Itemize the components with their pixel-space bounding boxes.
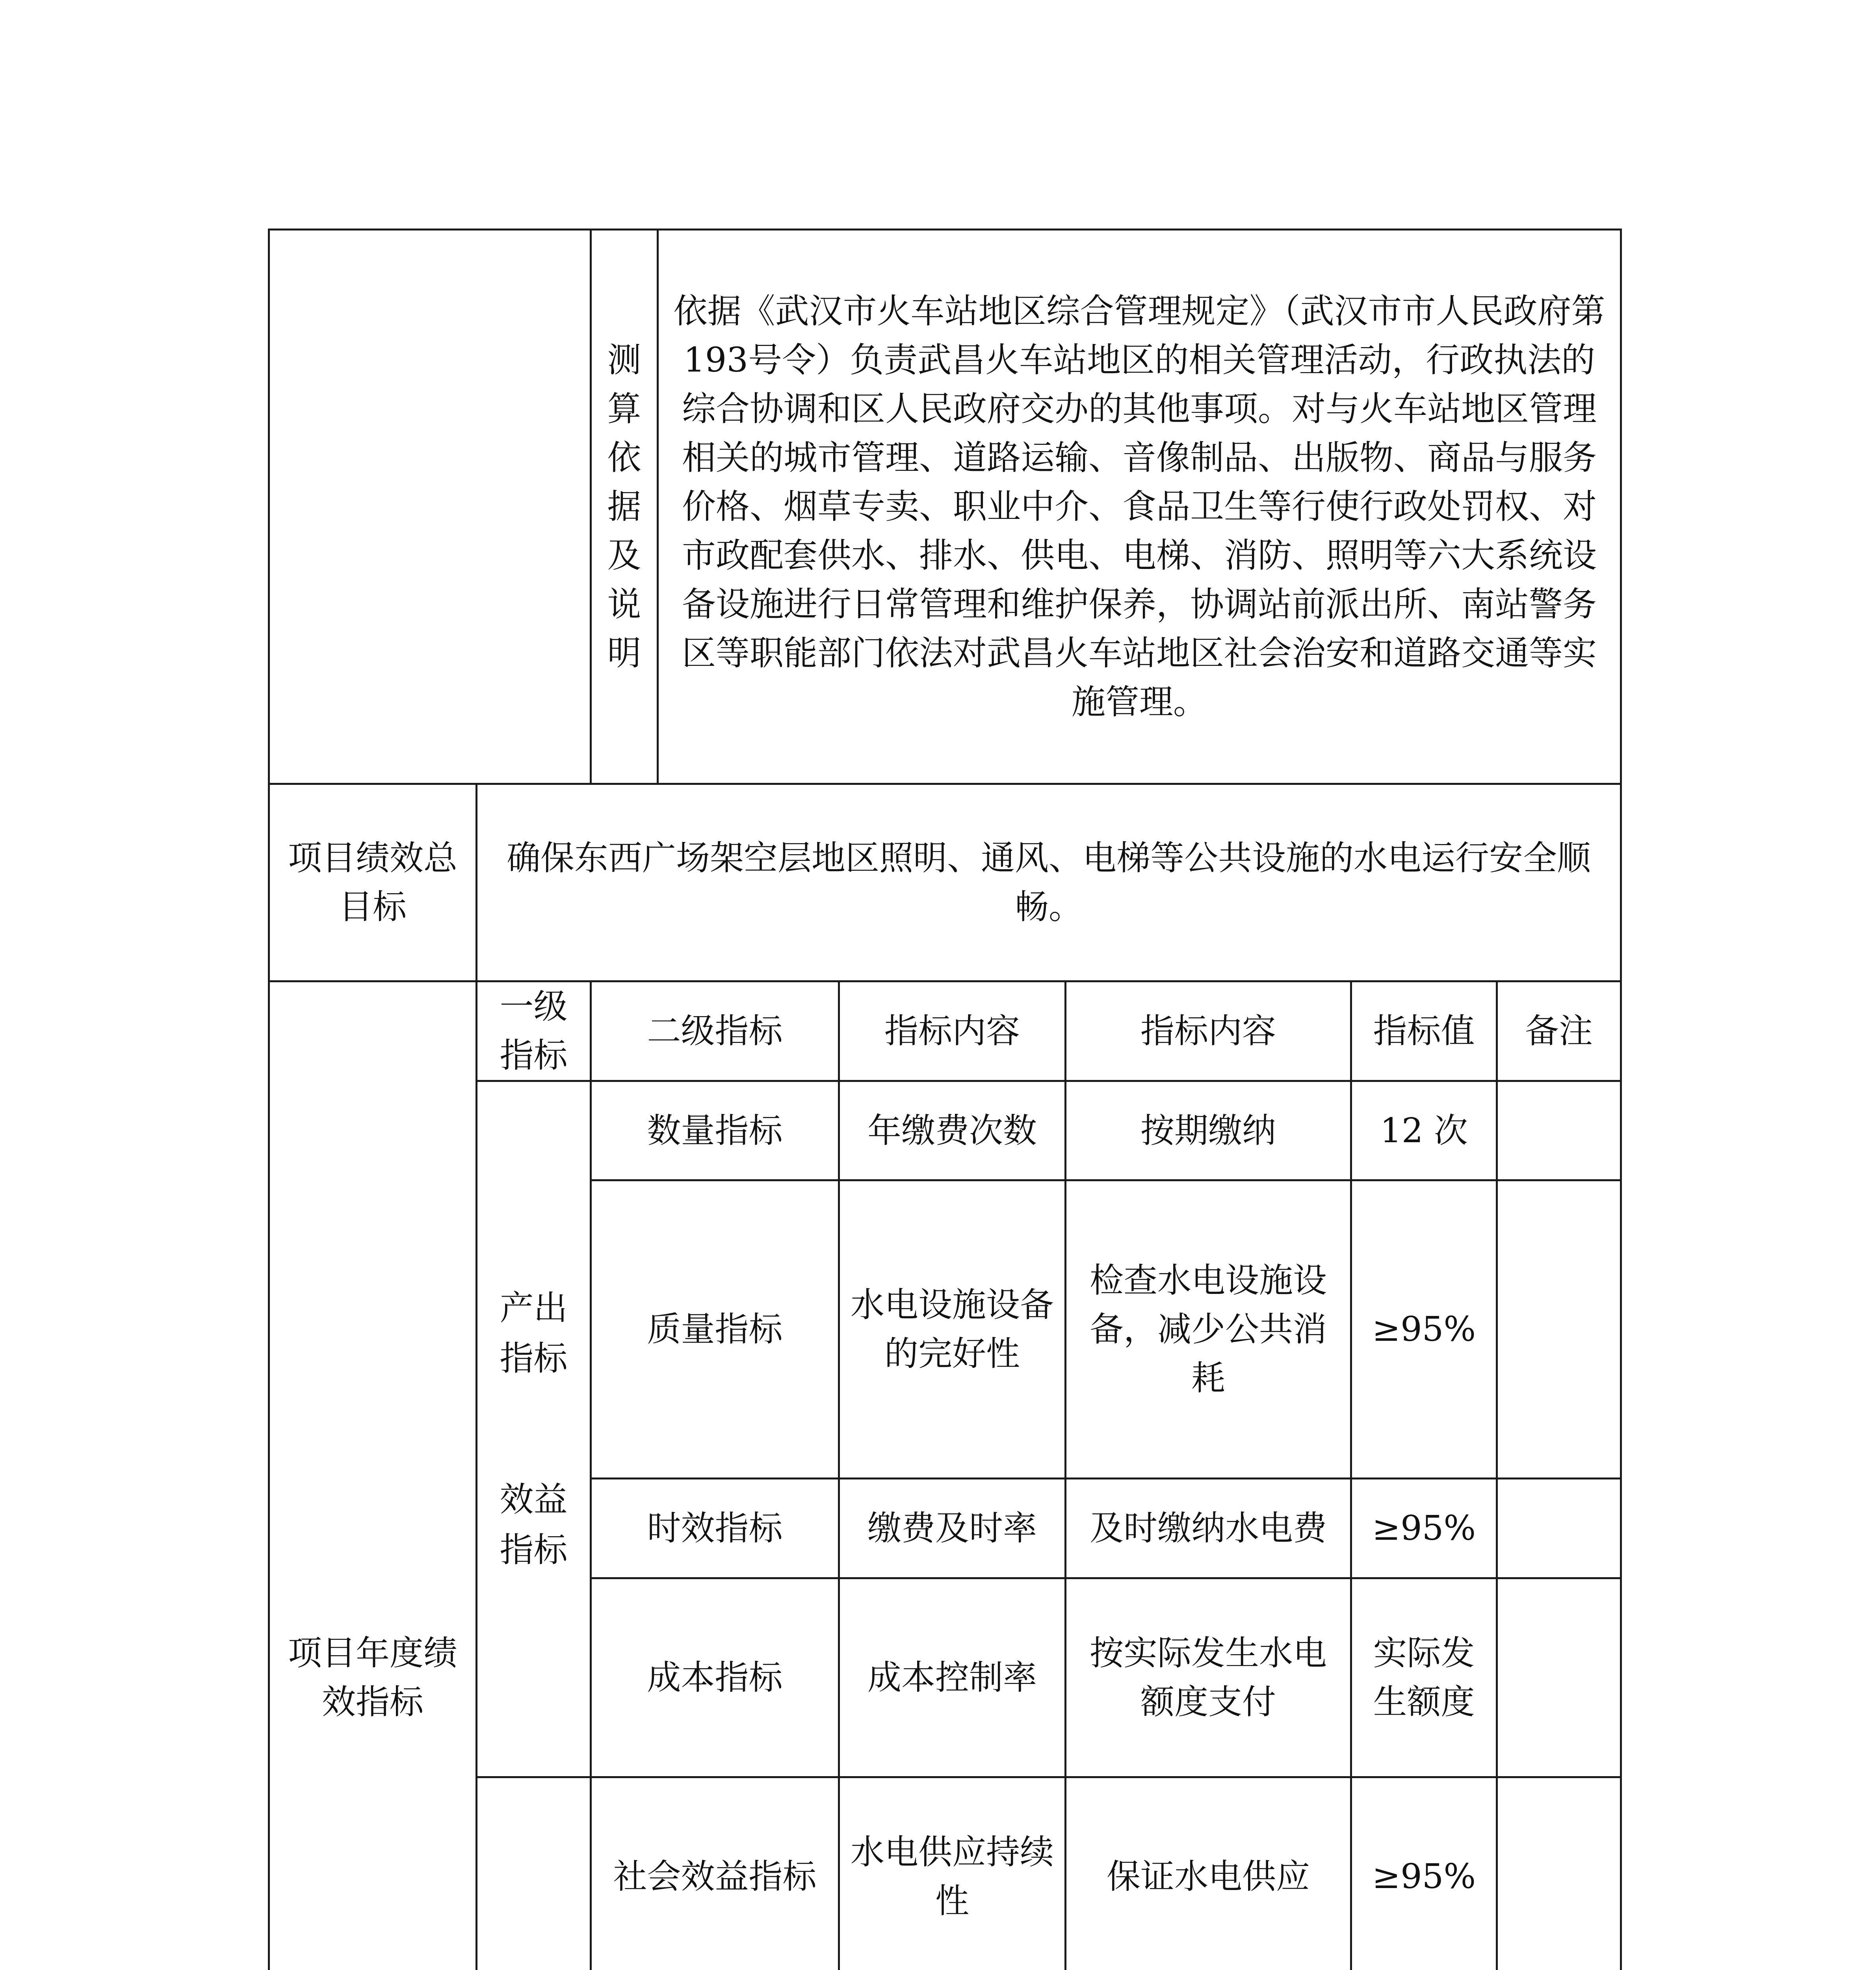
detail-cell: 按期缴纳 — [1066, 1081, 1351, 1180]
content-cell: 年缴费次数 — [839, 1081, 1066, 1180]
header-value: 指标值 — [1351, 981, 1497, 1081]
performance-table — [268, 229, 1622, 1970]
detail-cell: 保证水电供应 — [1066, 1777, 1351, 1970]
group1-label-b: 效益指标 — [500, 1480, 568, 1570]
detail-cell: 及时缴纳水电费 — [1066, 1479, 1351, 1578]
basis-text: 依据《武汉市火车站地区综合管理规定》（武汉市市人民政府第193号令）负责武昌火车站地区的相关管理活动，行政执法的综合协调和区人民政府交办的其他事项。对与火车站地区管理相关的城市管理、道路运输、音像制品、出版物、商品与服务价格、烟草专卖、职业中介、食品卫生等行使行政处罚权、对市政配套供水、排水、供电、电梯、消防、照明等六大系统设备设施进行日常管理和维护保养，协调站前派出所、南站警务区等职能部门依法对武昌火车站地区社会治安和道路交通等实施管理。 — [658, 230, 1621, 784]
header-level2: 二级指标 — [591, 981, 839, 1081]
note-cell — [1497, 1777, 1621, 1970]
group2-label — [477, 1777, 591, 1970]
indicators-label: 项目年度绩效指标 — [269, 981, 477, 1970]
level2-cell: 数量指标 — [591, 1081, 839, 1180]
level2-cell: 质量指标 — [591, 1180, 839, 1479]
note-cell — [1497, 1081, 1621, 1180]
goal-label: 项目绩效总目标 — [269, 784, 477, 981]
group1-label — [477, 1081, 591, 1777]
header-content-2: 指标内容 — [1066, 981, 1351, 1081]
header-note: 备注 — [1497, 981, 1621, 1081]
content-cell: 成本控制率 — [839, 1578, 1066, 1777]
level2-cell: 成本指标 — [591, 1578, 839, 1777]
level2-cell: 时效指标 — [591, 1479, 839, 1578]
basis-row — [269, 230, 1621, 784]
header-content: 指标内容 — [839, 981, 1066, 1081]
blank-cell — [269, 230, 591, 784]
value-cell: ≥95% — [1351, 1777, 1497, 1970]
indicator-header-row — [269, 981, 1621, 1081]
content-cell: 缴费及时率 — [839, 1479, 1066, 1578]
value-cell: ≥95% — [1351, 1180, 1497, 1479]
content-cell: 水电设施设备的完好性 — [839, 1180, 1066, 1479]
note-cell — [1497, 1479, 1621, 1578]
goal-row — [269, 784, 1621, 981]
basis-label: 测算依据及说明 — [591, 230, 658, 784]
note-cell — [1497, 1578, 1621, 1777]
detail-cell: 检查水电设施设备，减少公共消耗 — [1066, 1180, 1351, 1479]
goal-text: 确保东西广场架空层地区照明、通风、电梯等公共设施的水电运行安全顺畅。 — [477, 784, 1621, 981]
value-cell: ≥95% — [1351, 1479, 1497, 1578]
content-cell: 水电供应持续性 — [839, 1777, 1066, 1970]
value-cell: 12 次 — [1351, 1081, 1497, 1180]
group1-label-a: 产出指标 — [500, 1288, 568, 1378]
note-cell — [1497, 1180, 1621, 1479]
value-cell: 实际发生额度 — [1351, 1578, 1497, 1777]
header-level1: 一级指标 — [477, 981, 591, 1081]
level2-cell: 社会效益指标 — [591, 1777, 839, 1970]
detail-cell: 按实际发生水电额度支付 — [1066, 1578, 1351, 1777]
